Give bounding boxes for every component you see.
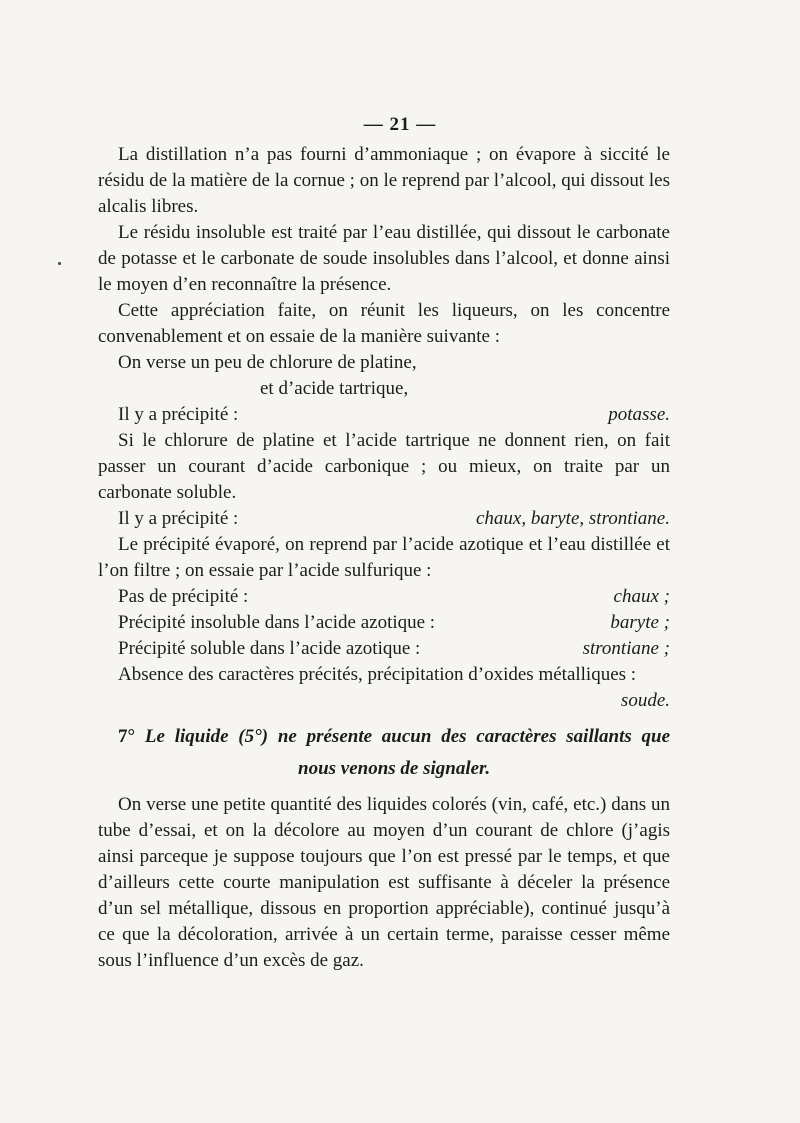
- result-value: chaux, baryte, strontiane.: [475, 508, 670, 529]
- paragraph-distillation: La distillation n’a pas fourni d’ammoniaque ; on évapore à siccité le résidu de la matière de la cornue ; on le reprend par l’alcool, qui dissout les alcalis libres.: [98, 144, 670, 217]
- document-body: [98, 142, 670, 974]
- paragraph-absence: Absence des caractères précités, précipitation d’oxides métalliques :: [118, 664, 637, 685]
- result-value: soude.: [620, 690, 670, 711]
- paragraph-appreciation: Cette appréciation faite, on réunit les liqueurs, on les concentre convenablement et on essaie de la manière suivante :: [98, 300, 670, 347]
- result-label: Il y a précipité :: [118, 404, 239, 425]
- result-line-potasse: [98, 402, 670, 428]
- result-line-baryte: [98, 610, 670, 636]
- paragraph-acide-tartrique: et d’acide tartrique,: [260, 378, 409, 399]
- result-value: baryte ;: [610, 612, 670, 633]
- section-heading-text: Le liquide (5°) ne présente aucun des caractères saillants que: [144, 726, 671, 747]
- paragraph-chlorure-platine: On verse un peu de chlorure de platine,: [118, 352, 417, 373]
- paragraph-carbonique: Si le chlorure de platine et l’acide tartrique ne donnent rien, on fait passer un courant d’acide carbonique ; ou mieux, on traite par un carbonate soluble.: [98, 430, 670, 503]
- result-value: potasse.: [608, 404, 670, 425]
- result-label: Précipité soluble dans l’acide azotique :: [118, 638, 421, 659]
- result-line-chaux: [98, 584, 670, 610]
- result-label: Pas de précipité :: [118, 586, 249, 607]
- margin-mark: [58, 262, 61, 265]
- result-line-strontiane: [98, 636, 670, 662]
- result-value: chaux ;: [613, 586, 670, 607]
- result-label: Précipité insoluble dans l’acide azotique :: [118, 612, 436, 633]
- result-line-soude: [98, 688, 670, 714]
- section-heading: [98, 724, 670, 750]
- result-line-chaux-baryte: [98, 506, 670, 532]
- paragraph-residu: Le résidu insoluble est traité par l’eau distillée, qui dissout le carbonate de potasse et le carbonate de soude insolubles dans l’alcool, et donne ainsi le moyen d’en reconnaître la présence.: [98, 222, 670, 295]
- result-label: Il y a précipité :: [118, 508, 239, 529]
- page-number: — 21 —: [363, 114, 437, 135]
- section-number: 7°: [118, 726, 136, 747]
- section-heading-continuation: nous venons de signaler.: [298, 758, 491, 779]
- paragraph-precipite-evapore: Le précipité évaporé, on reprend par l’acide azotique et l’eau distillée et l’on filtre ; on essaie par l’acide sulfurique :: [98, 534, 670, 581]
- paragraph-liquides-colores: On verse une petite quantité des liquides colorés (vin, café, etc.) dans un tube d’essai, et on la décolore au moyen d’un courant de chlore (j’agis ainsi parceque je suppose toujours que l’on est pressé par le temps, et que d’ailleurs cette courte manipulation est suffisante à déceler la présence d’un sel métallique, dissous en proportion appréciable), continué jusqu’à ce que la décoloration, arrivée à un certain terme, paraisse cesser même sous l’influence d’un excès de gaz.: [98, 794, 670, 971]
- result-value: strontiane ;: [582, 638, 670, 659]
